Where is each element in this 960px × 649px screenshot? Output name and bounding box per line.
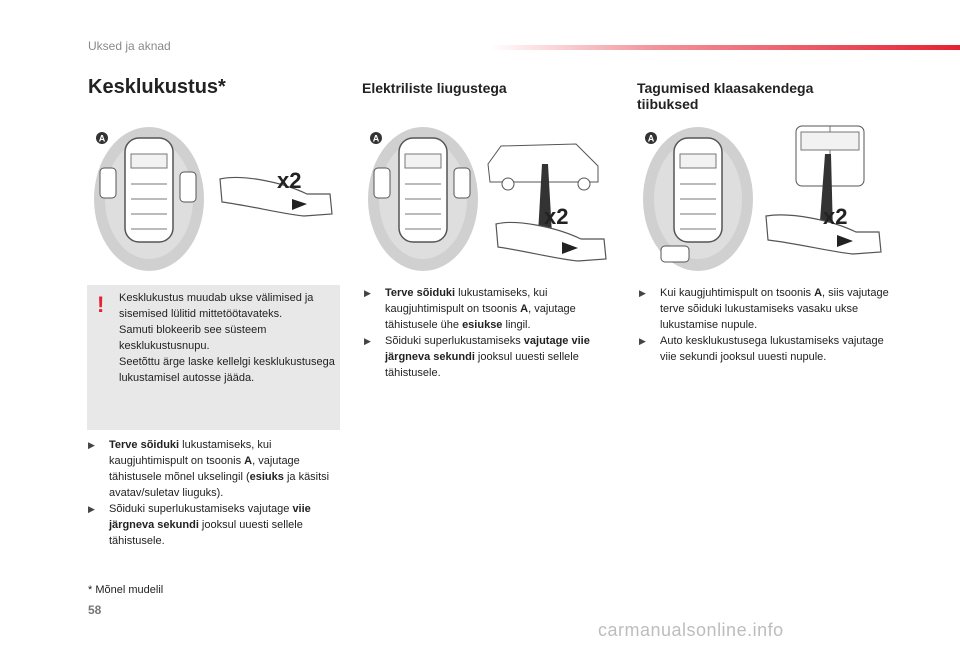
title-rear-wing-doors: Tagumised klaasakendega tiibuksed: [637, 80, 814, 112]
page-number: 58: [88, 603, 102, 617]
text-run: ja käsitsi avatav/suletav liuguks).: [109, 471, 330, 499]
bold-text: A: [814, 287, 823, 299]
bullet-item: [88, 501, 336, 549]
press-count-label: x2: [277, 168, 302, 193]
warning-line: Kesklukustus muudab ukse välimised ja sisemised lülitid mittetöötavateks.: [119, 292, 314, 320]
bullet-arrow-icon: ▶: [639, 288, 646, 298]
text-run: jooksul uuesti sellele tähistusele.: [109, 519, 303, 547]
col2-bullet-list: [364, 285, 612, 381]
bullet-arrow-icon: ▶: [364, 336, 371, 346]
bold-text: Terve sõiduki: [385, 287, 456, 299]
text-run: , siis vajutage terve sõiduki lukustamiseks vasaku ukse lukustamise nupule.: [660, 287, 889, 331]
bold-text: Terve sõiduki: [109, 439, 180, 451]
footnote: * Mõnel mudelil: [88, 584, 164, 596]
text-run: Kui kaugjuhtimispult on tsoonis: [660, 287, 815, 299]
remote-key-right: [180, 172, 196, 202]
bullet-item: [364, 333, 612, 381]
col3-bullet-list: [639, 285, 899, 365]
text-run: , vajutage tähistusele mõnel ukselingil (: [109, 455, 300, 483]
bullet-item: [364, 285, 612, 333]
text-run: Auto kesklukustusega lukustamiseks vajutage viie sekundi jooksul uuesti nupule.: [660, 335, 884, 363]
warning-text: [119, 290, 335, 386]
text-run: Sõiduki superlukustamiseks: [385, 335, 524, 347]
bullet-item: [88, 437, 336, 501]
bullet-arrow-icon: ▶: [88, 504, 95, 514]
press-count-label: x2: [544, 204, 569, 229]
central-locking-illustration: [92, 124, 337, 279]
text-run: , vajutage tähistusele ühe: [385, 303, 576, 331]
text-run: Sõiduki superlukustamiseks vajutage: [109, 503, 293, 515]
bold-text: esiukse: [462, 319, 503, 331]
hand-pressing-handle: [220, 177, 332, 216]
remote-key-rear: [661, 246, 689, 262]
remote-key-left: [100, 168, 116, 198]
bullet-arrow-icon: ▶: [639, 336, 646, 346]
watermark: carmanualsonline.info: [598, 620, 784, 640]
text-run: lukustamiseks, kui kaugjuhtimispult on tsoonis: [109, 439, 272, 467]
rear-wing-door-illustration: [641, 124, 886, 279]
zone-a-letter: A: [98, 133, 106, 144]
title-central-locking: Kesklukustus*: [88, 76, 226, 98]
bold-text: esiuks: [249, 471, 284, 483]
warning-line: Samuti blokeerib see süsteem kesklukustusnupu.: [119, 324, 267, 352]
bullet-item: [639, 333, 899, 365]
section-header: Uksed ja aknad: [88, 39, 171, 53]
warning-icon: !: [97, 292, 105, 317]
press-count-label: x2: [823, 204, 848, 229]
header-accent-line: [490, 45, 960, 50]
bullet-arrow-icon: ▶: [88, 440, 95, 450]
warning-line: Seetõttu ärge laske kellelgi kesklukustusega lukustamisel autosse jääda.: [119, 356, 335, 384]
bullet-item: [639, 285, 899, 333]
bullet-arrow-icon: ▶: [364, 288, 371, 298]
sliding-door-illustration: [366, 124, 611, 279]
zone-a-letter: A: [372, 133, 380, 144]
zone-a-letter: A: [647, 133, 655, 144]
text-run: jooksul uuesti sellele tähistusele.: [385, 351, 579, 379]
bold-text: vajutage viie järgneva sekundi: [385, 335, 590, 363]
bold-text: A: [520, 303, 529, 315]
title-sliding-doors: Elektriliste liugustega: [362, 80, 507, 96]
text-run: lingil.: [502, 319, 531, 331]
bold-text: A: [244, 455, 253, 467]
bold-text: viie järgneva sekundi: [109, 503, 311, 531]
col1-bullet-list: [88, 437, 336, 549]
text-run: lukustamiseks, kui kaugjuhtimispult on tsoonis: [385, 287, 548, 315]
